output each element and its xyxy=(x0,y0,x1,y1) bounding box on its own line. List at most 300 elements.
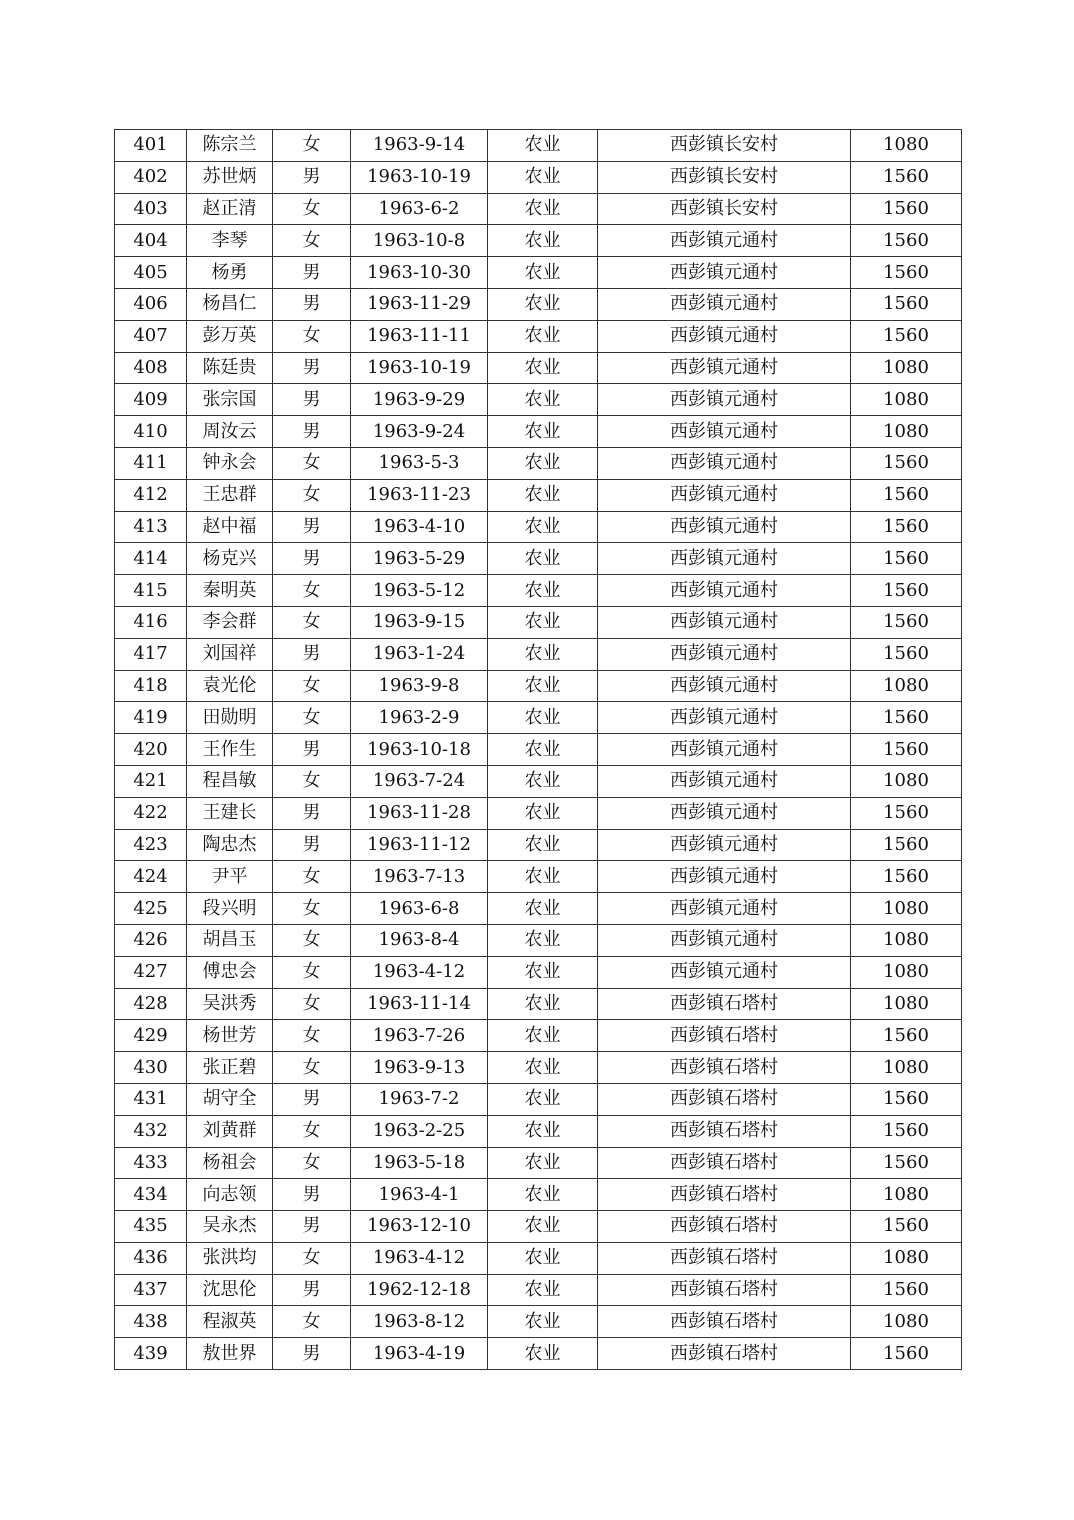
cell-name: 敖世界 xyxy=(187,1338,273,1370)
table-row xyxy=(115,288,962,320)
cell-serial-number: 413 xyxy=(115,511,187,543)
table-row xyxy=(115,257,962,289)
cell-address: 西彭镇石塔村 xyxy=(598,1338,851,1370)
cell-occupation: 农业 xyxy=(488,988,598,1020)
cell-gender: 女 xyxy=(273,1306,351,1338)
cell-name: 张宗国 xyxy=(187,384,273,416)
cell-address: 西彭镇长安村 xyxy=(598,130,851,162)
table-row xyxy=(115,575,962,607)
cell-name: 向志领 xyxy=(187,1179,273,1211)
cell-name: 胡昌玉 xyxy=(187,924,273,956)
cell-address: 西彭镇石塔村 xyxy=(598,1115,851,1147)
cell-serial-number: 419 xyxy=(115,702,187,734)
cell-occupation: 农业 xyxy=(488,1115,598,1147)
cell-amount: 1080 xyxy=(851,352,962,384)
cell-birth-date: 1963-4-10 xyxy=(351,511,488,543)
table-row xyxy=(115,416,962,448)
cell-occupation: 农业 xyxy=(488,479,598,511)
cell-birth-date: 1963-9-29 xyxy=(351,384,488,416)
cell-gender: 女 xyxy=(273,765,351,797)
cell-birth-date: 1963-8-12 xyxy=(351,1306,488,1338)
cell-address: 西彭镇元通村 xyxy=(598,320,851,352)
cell-amount: 1560 xyxy=(851,1083,962,1115)
cell-serial-number: 436 xyxy=(115,1242,187,1274)
cell-gender: 男 xyxy=(273,797,351,829)
cell-serial-number: 427 xyxy=(115,956,187,988)
cell-amount: 1080 xyxy=(851,130,962,162)
cell-birth-date: 1963-10-19 xyxy=(351,352,488,384)
cell-address: 西彭镇元通村 xyxy=(598,447,851,479)
cell-name: 程昌敏 xyxy=(187,765,273,797)
cell-birth-date: 1963-2-25 xyxy=(351,1115,488,1147)
cell-address: 西彭镇元通村 xyxy=(598,543,851,575)
cell-name: 杨祖会 xyxy=(187,1147,273,1179)
table-row xyxy=(115,734,962,766)
cell-serial-number: 421 xyxy=(115,765,187,797)
cell-birth-date: 1963-4-1 xyxy=(351,1179,488,1211)
cell-amount: 1560 xyxy=(851,1147,962,1179)
table-row xyxy=(115,1115,962,1147)
cell-address: 西彭镇长安村 xyxy=(598,161,851,193)
cell-serial-number: 432 xyxy=(115,1115,187,1147)
table-row xyxy=(115,765,962,797)
cell-occupation: 农业 xyxy=(488,606,598,638)
cell-birth-date: 1963-1-24 xyxy=(351,638,488,670)
table-row xyxy=(115,1083,962,1115)
cell-serial-number: 435 xyxy=(115,1211,187,1243)
cell-gender: 男 xyxy=(273,1211,351,1243)
cell-address: 西彭镇元通村 xyxy=(598,797,851,829)
cell-name: 程淑英 xyxy=(187,1306,273,1338)
cell-name: 陶忠杰 xyxy=(187,829,273,861)
cell-birth-date: 1963-10-8 xyxy=(351,225,488,257)
cell-occupation: 农业 xyxy=(488,702,598,734)
table-row xyxy=(115,1052,962,1084)
cell-name: 田勋明 xyxy=(187,702,273,734)
cell-amount: 1080 xyxy=(851,384,962,416)
table-row xyxy=(115,320,962,352)
cell-occupation: 农业 xyxy=(488,1179,598,1211)
cell-address: 西彭镇元通村 xyxy=(598,479,851,511)
cell-gender: 女 xyxy=(273,575,351,607)
cell-name: 杨克兴 xyxy=(187,543,273,575)
cell-serial-number: 409 xyxy=(115,384,187,416)
cell-gender: 女 xyxy=(273,1115,351,1147)
cell-serial-number: 415 xyxy=(115,575,187,607)
cell-name: 陈宗兰 xyxy=(187,130,273,162)
cell-serial-number: 424 xyxy=(115,861,187,893)
cell-occupation: 农业 xyxy=(488,765,598,797)
table-row xyxy=(115,193,962,225)
cell-name: 陈廷贵 xyxy=(187,352,273,384)
cell-address: 西彭镇元通村 xyxy=(598,638,851,670)
cell-name: 吴洪秀 xyxy=(187,988,273,1020)
cell-serial-number: 423 xyxy=(115,829,187,861)
cell-gender: 女 xyxy=(273,606,351,638)
cell-occupation: 农业 xyxy=(488,924,598,956)
cell-gender: 女 xyxy=(273,924,351,956)
cell-address: 西彭镇元通村 xyxy=(598,575,851,607)
cell-birth-date: 1963-9-15 xyxy=(351,606,488,638)
cell-serial-number: 405 xyxy=(115,257,187,289)
cell-gender: 女 xyxy=(273,193,351,225)
cell-serial-number: 404 xyxy=(115,225,187,257)
cell-serial-number: 437 xyxy=(115,1274,187,1306)
cell-birth-date: 1963-4-19 xyxy=(351,1338,488,1370)
cell-occupation: 农业 xyxy=(488,1052,598,1084)
cell-serial-number: 407 xyxy=(115,320,187,352)
cell-name: 苏世炳 xyxy=(187,161,273,193)
cell-address: 西彭镇石塔村 xyxy=(598,1083,851,1115)
cell-occupation: 农业 xyxy=(488,861,598,893)
cell-occupation: 农业 xyxy=(488,511,598,543)
cell-address: 西彭镇石塔村 xyxy=(598,1147,851,1179)
cell-gender: 女 xyxy=(273,670,351,702)
cell-name: 杨昌仁 xyxy=(187,288,273,320)
cell-serial-number: 439 xyxy=(115,1338,187,1370)
cell-address: 西彭镇石塔村 xyxy=(598,988,851,1020)
cell-amount: 1560 xyxy=(851,511,962,543)
cell-birth-date: 1963-11-14 xyxy=(351,988,488,1020)
cell-address: 西彭镇石塔村 xyxy=(598,1020,851,1052)
table-row xyxy=(115,384,962,416)
cell-amount: 1560 xyxy=(851,288,962,320)
cell-name: 赵中福 xyxy=(187,511,273,543)
table-row xyxy=(115,638,962,670)
cell-amount: 1080 xyxy=(851,956,962,988)
roster-body xyxy=(115,130,962,1370)
cell-occupation: 农业 xyxy=(488,797,598,829)
cell-name: 王建长 xyxy=(187,797,273,829)
cell-serial-number: 434 xyxy=(115,1179,187,1211)
cell-name: 刘国祥 xyxy=(187,638,273,670)
cell-address: 西彭镇元通村 xyxy=(598,606,851,638)
table-row xyxy=(115,924,962,956)
cell-gender: 男 xyxy=(273,638,351,670)
cell-occupation: 农业 xyxy=(488,193,598,225)
cell-gender: 女 xyxy=(273,988,351,1020)
cell-birth-date: 1963-12-10 xyxy=(351,1211,488,1243)
cell-serial-number: 403 xyxy=(115,193,187,225)
cell-serial-number: 426 xyxy=(115,924,187,956)
cell-serial-number: 425 xyxy=(115,893,187,925)
cell-amount: 1560 xyxy=(851,1115,962,1147)
cell-name: 张洪均 xyxy=(187,1242,273,1274)
cell-birth-date: 1962-12-18 xyxy=(351,1274,488,1306)
table-row xyxy=(115,988,962,1020)
cell-serial-number: 431 xyxy=(115,1083,187,1115)
cell-address: 西彭镇石塔村 xyxy=(598,1052,851,1084)
cell-serial-number: 406 xyxy=(115,288,187,320)
cell-gender: 女 xyxy=(273,702,351,734)
cell-amount: 1080 xyxy=(851,988,962,1020)
cell-occupation: 农业 xyxy=(488,829,598,861)
cell-address: 西彭镇元通村 xyxy=(598,416,851,448)
cell-amount: 1560 xyxy=(851,1020,962,1052)
cell-birth-date: 1963-10-19 xyxy=(351,161,488,193)
cell-amount: 1560 xyxy=(851,638,962,670)
cell-gender: 男 xyxy=(273,288,351,320)
cell-birth-date: 1963-10-30 xyxy=(351,257,488,289)
cell-amount: 1560 xyxy=(851,193,962,225)
table-row xyxy=(115,352,962,384)
cell-birth-date: 1963-7-24 xyxy=(351,765,488,797)
cell-name: 周汝云 xyxy=(187,416,273,448)
cell-name: 赵正清 xyxy=(187,193,273,225)
cell-amount: 1080 xyxy=(851,1052,962,1084)
cell-serial-number: 430 xyxy=(115,1052,187,1084)
table-row xyxy=(115,670,962,702)
cell-gender: 男 xyxy=(273,829,351,861)
cell-address: 西彭镇元通村 xyxy=(598,511,851,543)
cell-amount: 1560 xyxy=(851,702,962,734)
cell-amount: 1560 xyxy=(851,479,962,511)
cell-address: 西彭镇元通村 xyxy=(598,956,851,988)
cell-occupation: 农业 xyxy=(488,1338,598,1370)
cell-gender: 女 xyxy=(273,130,351,162)
cell-amount: 1560 xyxy=(851,543,962,575)
table-row xyxy=(115,956,962,988)
cell-gender: 女 xyxy=(273,1147,351,1179)
cell-name: 杨世芳 xyxy=(187,1020,273,1052)
cell-amount: 1080 xyxy=(851,416,962,448)
cell-address: 西彭镇元通村 xyxy=(598,893,851,925)
cell-occupation: 农业 xyxy=(488,288,598,320)
cell-address: 西彭镇元通村 xyxy=(598,670,851,702)
cell-birth-date: 1963-9-14 xyxy=(351,130,488,162)
cell-birth-date: 1963-5-29 xyxy=(351,543,488,575)
cell-name: 李琴 xyxy=(187,225,273,257)
table-row xyxy=(115,225,962,257)
cell-serial-number: 416 xyxy=(115,606,187,638)
cell-occupation: 农业 xyxy=(488,543,598,575)
cell-birth-date: 1963-5-18 xyxy=(351,1147,488,1179)
cell-gender: 男 xyxy=(273,543,351,575)
cell-name: 沈思伦 xyxy=(187,1274,273,1306)
cell-serial-number: 428 xyxy=(115,988,187,1020)
cell-occupation: 农业 xyxy=(488,1083,598,1115)
table-row xyxy=(115,702,962,734)
cell-birth-date: 1963-11-23 xyxy=(351,479,488,511)
cell-address: 西彭镇元通村 xyxy=(598,924,851,956)
cell-occupation: 农业 xyxy=(488,956,598,988)
table-row xyxy=(115,606,962,638)
cell-occupation: 农业 xyxy=(488,320,598,352)
cell-address: 西彭镇元通村 xyxy=(598,861,851,893)
cell-address: 西彭镇元通村 xyxy=(598,702,851,734)
cell-birth-date: 1963-9-13 xyxy=(351,1052,488,1084)
cell-address: 西彭镇元通村 xyxy=(598,765,851,797)
cell-serial-number: 417 xyxy=(115,638,187,670)
roster-table xyxy=(114,129,962,1370)
cell-birth-date: 1963-11-28 xyxy=(351,797,488,829)
cell-amount: 1080 xyxy=(851,924,962,956)
cell-name: 李会群 xyxy=(187,606,273,638)
table-row xyxy=(115,1242,962,1274)
cell-amount: 1080 xyxy=(851,1242,962,1274)
cell-serial-number: 412 xyxy=(115,479,187,511)
cell-serial-number: 414 xyxy=(115,543,187,575)
cell-gender: 男 xyxy=(273,352,351,384)
cell-amount: 1560 xyxy=(851,606,962,638)
cell-address: 西彭镇石塔村 xyxy=(598,1179,851,1211)
cell-gender: 女 xyxy=(273,1242,351,1274)
cell-occupation: 农业 xyxy=(488,161,598,193)
cell-occupation: 农业 xyxy=(488,1274,598,1306)
cell-gender: 女 xyxy=(273,447,351,479)
table-row xyxy=(115,447,962,479)
cell-gender: 男 xyxy=(273,384,351,416)
cell-occupation: 农业 xyxy=(488,257,598,289)
cell-serial-number: 422 xyxy=(115,797,187,829)
cell-occupation: 农业 xyxy=(488,416,598,448)
cell-birth-date: 1963-2-9 xyxy=(351,702,488,734)
cell-address: 西彭镇长安村 xyxy=(598,193,851,225)
table-row xyxy=(115,543,962,575)
cell-address: 西彭镇元通村 xyxy=(598,225,851,257)
cell-gender: 男 xyxy=(273,1083,351,1115)
cell-amount: 1560 xyxy=(851,447,962,479)
cell-birth-date: 1963-4-12 xyxy=(351,1242,488,1274)
cell-name: 彭万英 xyxy=(187,320,273,352)
cell-amount: 1080 xyxy=(851,1306,962,1338)
cell-birth-date: 1963-4-12 xyxy=(351,956,488,988)
cell-amount: 1080 xyxy=(851,893,962,925)
cell-name: 段兴明 xyxy=(187,893,273,925)
cell-gender: 男 xyxy=(273,257,351,289)
cell-serial-number: 418 xyxy=(115,670,187,702)
cell-gender: 男 xyxy=(273,1338,351,1370)
cell-occupation: 农业 xyxy=(488,1147,598,1179)
cell-occupation: 农业 xyxy=(488,225,598,257)
cell-serial-number: 410 xyxy=(115,416,187,448)
cell-birth-date: 1963-9-24 xyxy=(351,416,488,448)
cell-birth-date: 1963-7-13 xyxy=(351,861,488,893)
cell-gender: 女 xyxy=(273,1020,351,1052)
cell-gender: 男 xyxy=(273,511,351,543)
table-row xyxy=(115,893,962,925)
cell-address: 西彭镇石塔村 xyxy=(598,1306,851,1338)
cell-birth-date: 1963-5-3 xyxy=(351,447,488,479)
cell-name: 尹平 xyxy=(187,861,273,893)
cell-occupation: 农业 xyxy=(488,1242,598,1274)
cell-amount: 1560 xyxy=(851,320,962,352)
cell-address: 西彭镇元通村 xyxy=(598,352,851,384)
cell-occupation: 农业 xyxy=(488,384,598,416)
cell-gender: 男 xyxy=(273,416,351,448)
cell-address: 西彭镇元通村 xyxy=(598,257,851,289)
table-row xyxy=(115,1179,962,1211)
cell-occupation: 农业 xyxy=(488,1020,598,1052)
cell-serial-number: 429 xyxy=(115,1020,187,1052)
cell-name: 王忠群 xyxy=(187,479,273,511)
cell-occupation: 农业 xyxy=(488,734,598,766)
cell-occupation: 农业 xyxy=(488,1306,598,1338)
cell-amount: 1560 xyxy=(851,161,962,193)
cell-gender: 女 xyxy=(273,956,351,988)
table-row xyxy=(115,1338,962,1370)
cell-occupation: 农业 xyxy=(488,575,598,607)
cell-birth-date: 1963-7-2 xyxy=(351,1083,488,1115)
table-row xyxy=(115,479,962,511)
cell-name: 吴永杰 xyxy=(187,1211,273,1243)
table-row xyxy=(115,1274,962,1306)
table-row xyxy=(115,861,962,893)
cell-serial-number: 438 xyxy=(115,1306,187,1338)
cell-occupation: 农业 xyxy=(488,447,598,479)
table-row xyxy=(115,161,962,193)
cell-birth-date: 1963-9-8 xyxy=(351,670,488,702)
cell-name: 张正碧 xyxy=(187,1052,273,1084)
table-row xyxy=(115,1211,962,1243)
cell-amount: 1560 xyxy=(851,1211,962,1243)
table-row xyxy=(115,1147,962,1179)
cell-address: 西彭镇元通村 xyxy=(598,829,851,861)
cell-gender: 女 xyxy=(273,320,351,352)
cell-name: 钟永会 xyxy=(187,447,273,479)
cell-address: 西彭镇元通村 xyxy=(598,734,851,766)
cell-gender: 女 xyxy=(273,479,351,511)
cell-occupation: 农业 xyxy=(488,893,598,925)
cell-gender: 男 xyxy=(273,734,351,766)
cell-serial-number: 401 xyxy=(115,130,187,162)
cell-serial-number: 420 xyxy=(115,734,187,766)
cell-serial-number: 402 xyxy=(115,161,187,193)
table-row xyxy=(115,797,962,829)
cell-occupation: 农业 xyxy=(488,352,598,384)
cell-amount: 1560 xyxy=(851,797,962,829)
cell-amount: 1560 xyxy=(851,257,962,289)
cell-gender: 女 xyxy=(273,1052,351,1084)
cell-gender: 女 xyxy=(273,893,351,925)
cell-birth-date: 1963-10-18 xyxy=(351,734,488,766)
cell-amount: 1560 xyxy=(851,734,962,766)
cell-birth-date: 1963-8-4 xyxy=(351,924,488,956)
cell-amount: 1560 xyxy=(851,861,962,893)
cell-amount: 1560 xyxy=(851,1338,962,1370)
cell-name: 杨勇 xyxy=(187,257,273,289)
cell-birth-date: 1963-11-11 xyxy=(351,320,488,352)
cell-gender: 男 xyxy=(273,1274,351,1306)
cell-birth-date: 1963-7-26 xyxy=(351,1020,488,1052)
cell-name: 傅忠会 xyxy=(187,956,273,988)
cell-birth-date: 1963-11-29 xyxy=(351,288,488,320)
cell-name: 袁光伦 xyxy=(187,670,273,702)
cell-address: 西彭镇元通村 xyxy=(598,384,851,416)
cell-gender: 女 xyxy=(273,861,351,893)
cell-occupation: 农业 xyxy=(488,638,598,670)
cell-name: 秦明英 xyxy=(187,575,273,607)
table-row xyxy=(115,1306,962,1338)
cell-amount: 1560 xyxy=(851,829,962,861)
cell-gender: 男 xyxy=(273,161,351,193)
cell-address: 西彭镇石塔村 xyxy=(598,1242,851,1274)
cell-serial-number: 433 xyxy=(115,1147,187,1179)
cell-birth-date: 1963-6-8 xyxy=(351,893,488,925)
cell-address: 西彭镇元通村 xyxy=(598,288,851,320)
cell-occupation: 农业 xyxy=(488,130,598,162)
cell-serial-number: 411 xyxy=(115,447,187,479)
cell-address: 西彭镇石塔村 xyxy=(598,1211,851,1243)
table-row xyxy=(115,1020,962,1052)
cell-birth-date: 1963-11-12 xyxy=(351,829,488,861)
cell-occupation: 农业 xyxy=(488,1211,598,1243)
cell-name: 胡守全 xyxy=(187,1083,273,1115)
cell-amount: 1560 xyxy=(851,225,962,257)
cell-gender: 女 xyxy=(273,225,351,257)
cell-gender: 男 xyxy=(273,1179,351,1211)
cell-amount: 1560 xyxy=(851,575,962,607)
